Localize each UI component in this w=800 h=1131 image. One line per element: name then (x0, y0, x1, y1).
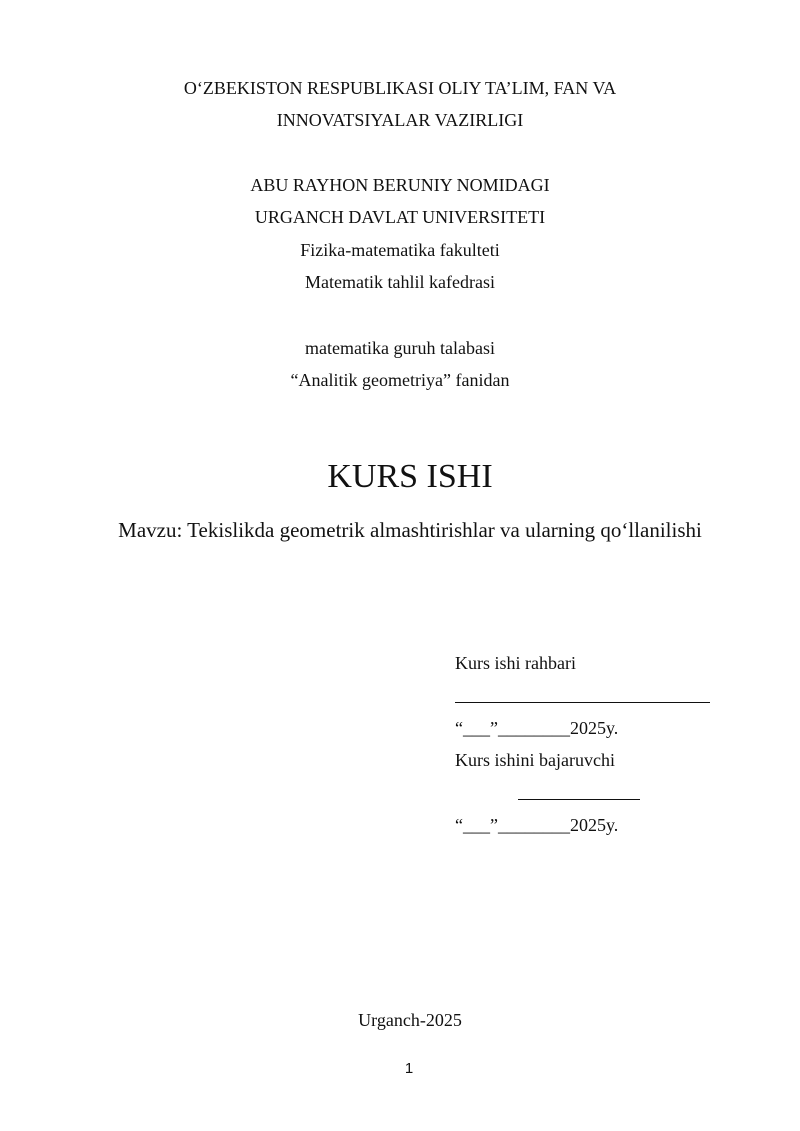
student-group-line: matematika guruh talabasi (305, 338, 495, 358)
supervisor-signature-line (455, 702, 710, 703)
university-line-1: ABU RAYHON BERUNIY NOMIDAGI (250, 175, 550, 195)
city-year: Urganch-2025 (358, 1010, 462, 1030)
executor-label: Kurs ishini bajaruvchi (455, 750, 615, 770)
executor-signature-line (518, 799, 640, 800)
ministry-line-1: O‘ZBEKISTON RESPUBLIKASI OLIY TA’LIM, FAN VA (183, 78, 617, 98)
document-topic: Mavzu: Tekislikda geometrik almashtirishlar va ularning qo‘llanilishi (118, 518, 702, 542)
supervisor-label: Kurs ishi rahbari (455, 653, 576, 673)
university-line-2: URGANCH DAVLAT UNIVERSITETI (254, 207, 546, 227)
supervisor-date: “___”________2025y. (455, 718, 619, 738)
executor-date: “___”________2025y. (455, 815, 619, 835)
subject-line: “Analitik geometriya” fanidan (290, 370, 510, 390)
page-number: 1 (404, 1060, 414, 1077)
document-title: KURS ISHI (327, 458, 493, 495)
ministry-line-2: INNOVATSIYALAR VAZIRLIGI (276, 110, 524, 130)
faculty-name: Fizika-matematika fakulteti (300, 240, 500, 260)
department-name: Matematik tahlil kafedrasi (305, 272, 495, 292)
